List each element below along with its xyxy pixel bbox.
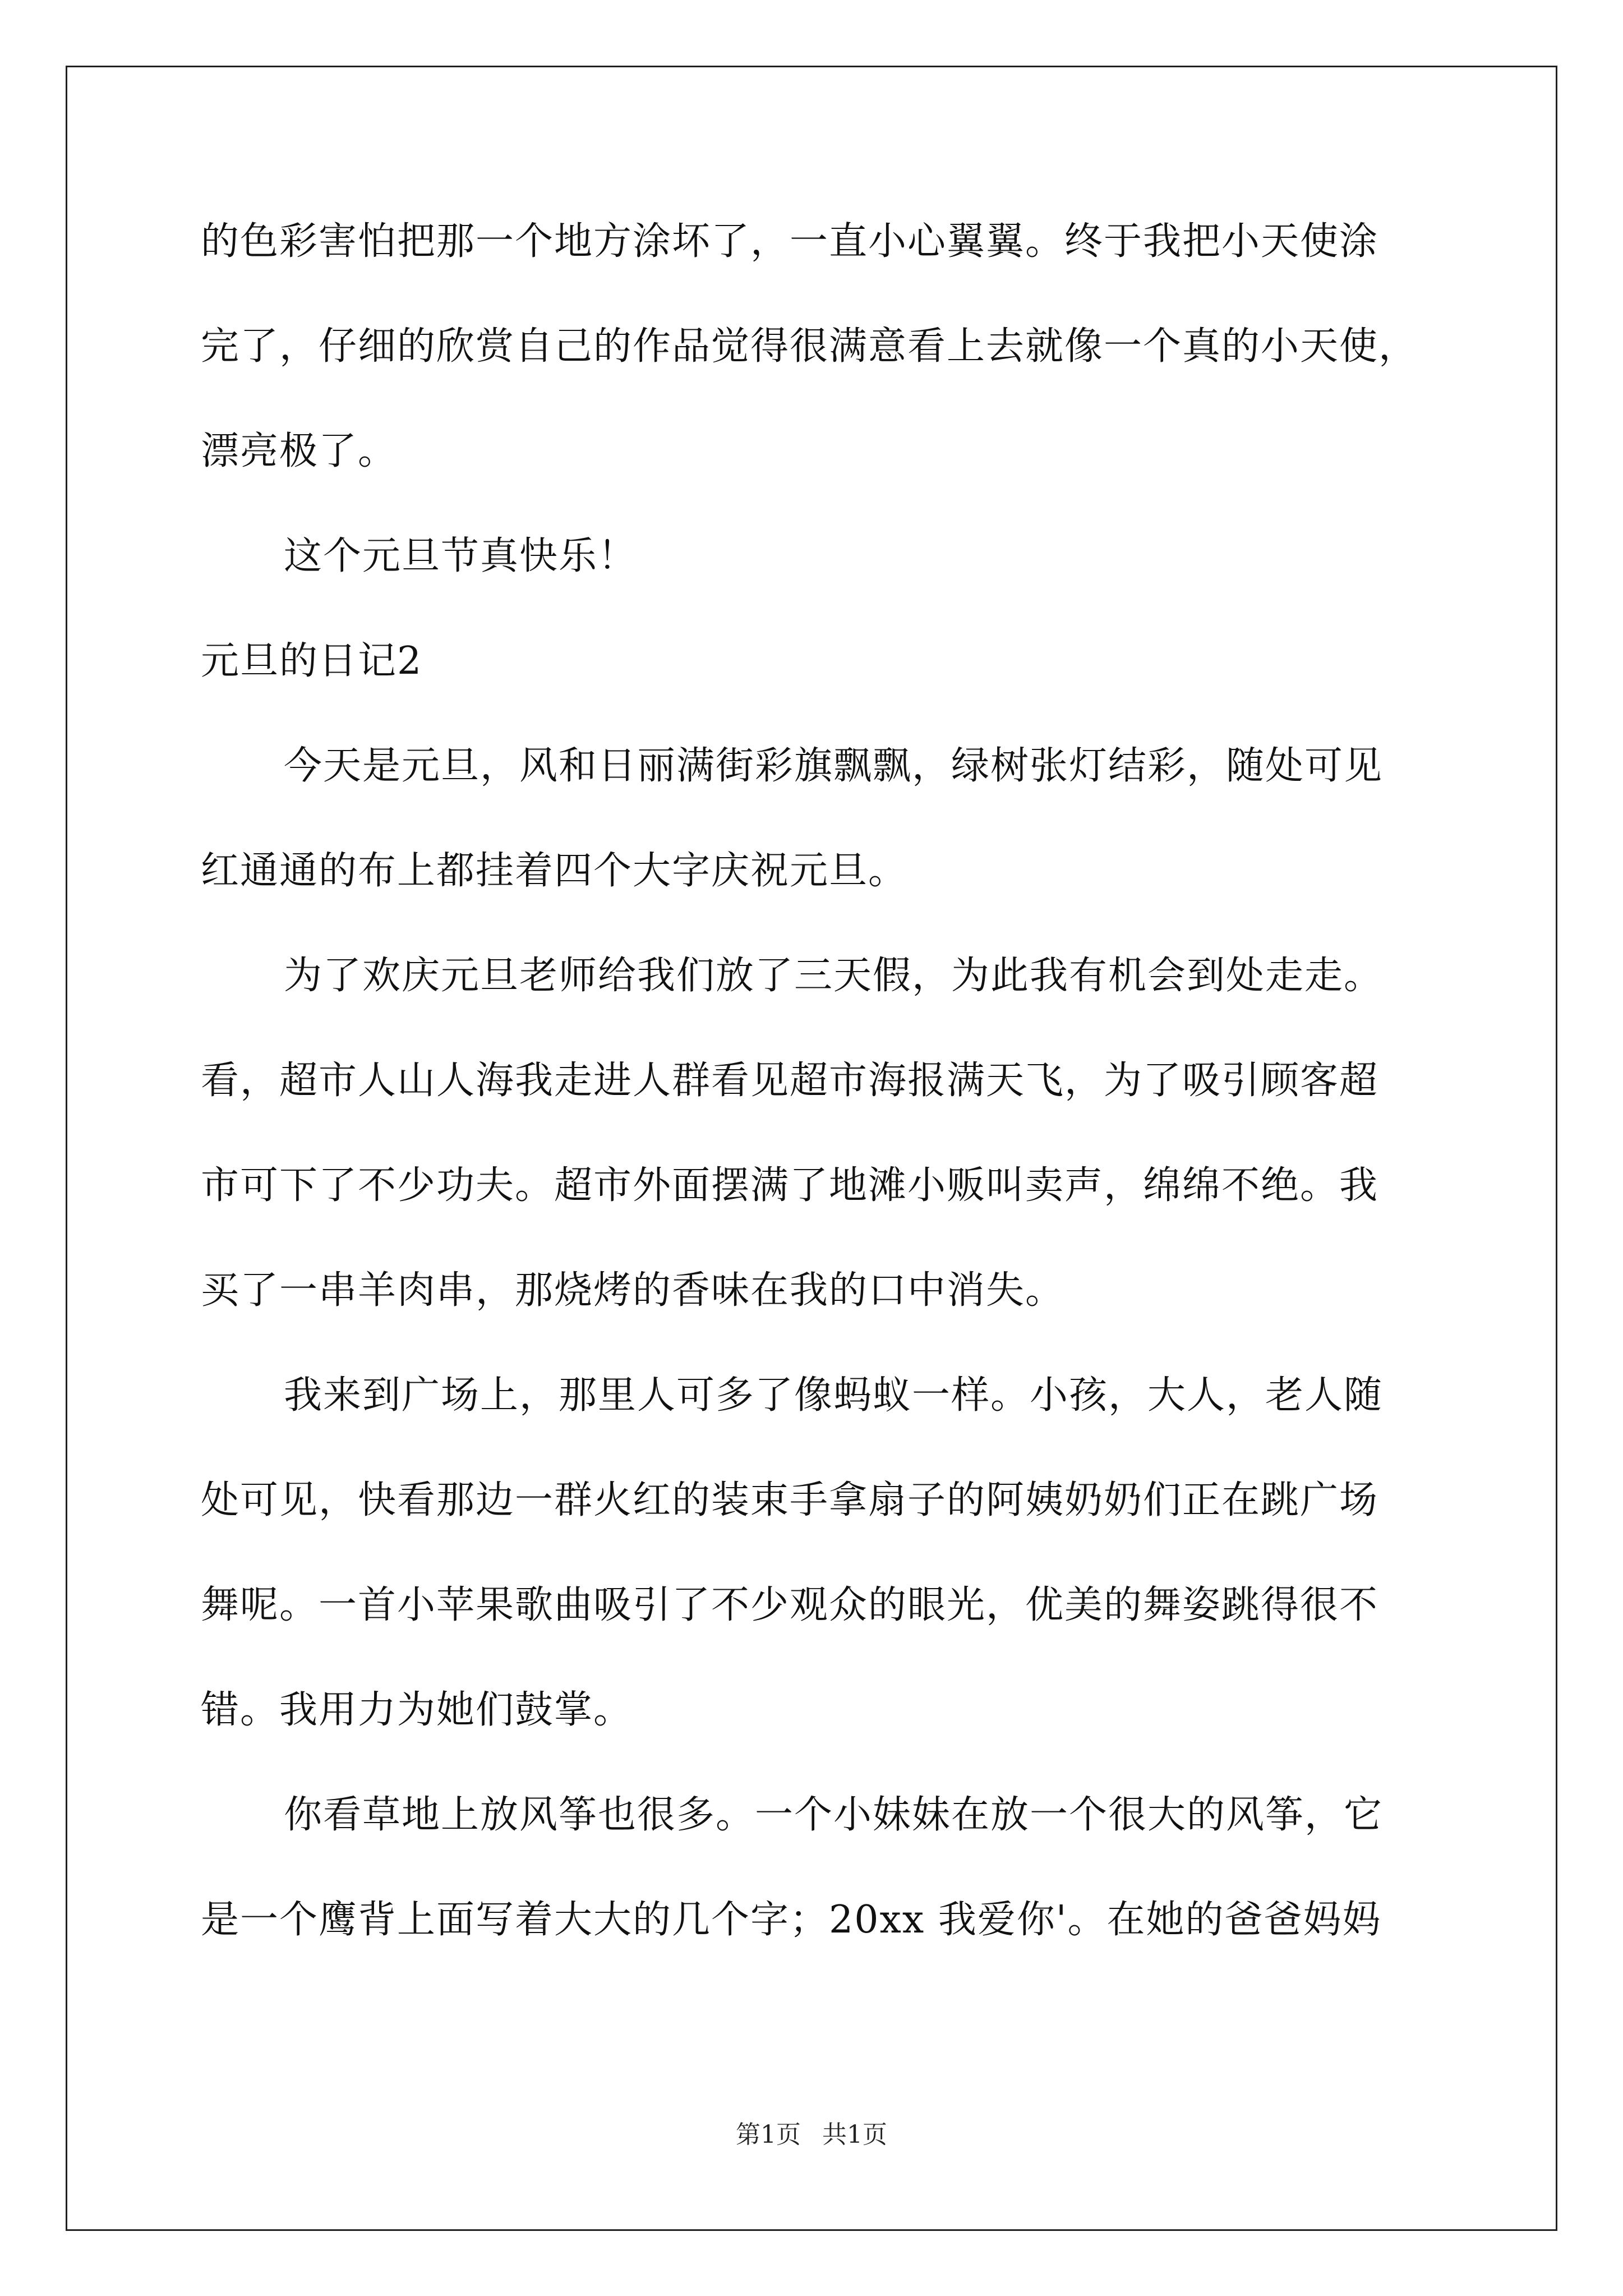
text-line-2: 完了，仔细的欣赏自己的作品觉得很满意看上去就像一个真的小天使，: [201, 324, 1418, 369]
text-line-1: 的色彩害怕把那一个地方涂坏了，一直小心翼翼。终于我把小天使涂: [201, 219, 1379, 264]
text-line-8: 为了欢庆元旦老师给我们放了三天假，为此我有机会到处走走。: [284, 954, 1384, 998]
section-heading: 元旦的日记2: [201, 639, 423, 683]
text-line-12: 我来到广场上，那里人可多了像蚂蚁一样。小孩，大人，老人随: [284, 1373, 1384, 1418]
text-line-10: 市可下了不少功夫。超市外面摆满了地滩小贩叫卖声，绵绵不绝。我: [201, 1163, 1379, 1208]
text-line-15: 错。我用力为她们鼓掌。: [201, 1688, 633, 1732]
text-line-4: 这个元旦节真快乐！: [284, 534, 638, 578]
text-line-7: 红通通的布上都挂着四个大字庆祝元旦。: [201, 849, 908, 893]
text-line-9: 看，超市人山人海我走进人群看见超市海报满天飞，为了吸引顾客超: [201, 1059, 1379, 1103]
text-line-3: 漂亮极了。: [201, 429, 398, 473]
text-line-16: 你看草地上放风筝也很多。一个小妹妹在放一个很大的风筝，它: [284, 1793, 1384, 1837]
text-line-13: 处可见，快看那边一群火红的装束手拿扇子的阿姨奶奶们正在跳广场: [201, 1478, 1379, 1522]
text-line-6: 今天是元旦，风和日丽满街彩旗飘飘，绿树张灯结彩，随处可见: [284, 744, 1384, 788]
text-line-17: 是一个鹰背上面写着大大的几个字；20xx 我爱你'。在她的爸爸妈妈: [201, 1898, 1382, 1942]
page-footer: [0, 2119, 1623, 2151]
current-page-number: 第1页: [736, 2120, 801, 2149]
text-line-14: 舞呢。一首小苹果歌曲吸引了不少观众的眼光，优美的舞姿跳得很不: [201, 1583, 1379, 1627]
text-line-11: 买了一串羊肉串，那烧烤的香味在我的口中消失。: [201, 1268, 1065, 1313]
total-page-count: 共1页: [822, 2120, 887, 2149]
